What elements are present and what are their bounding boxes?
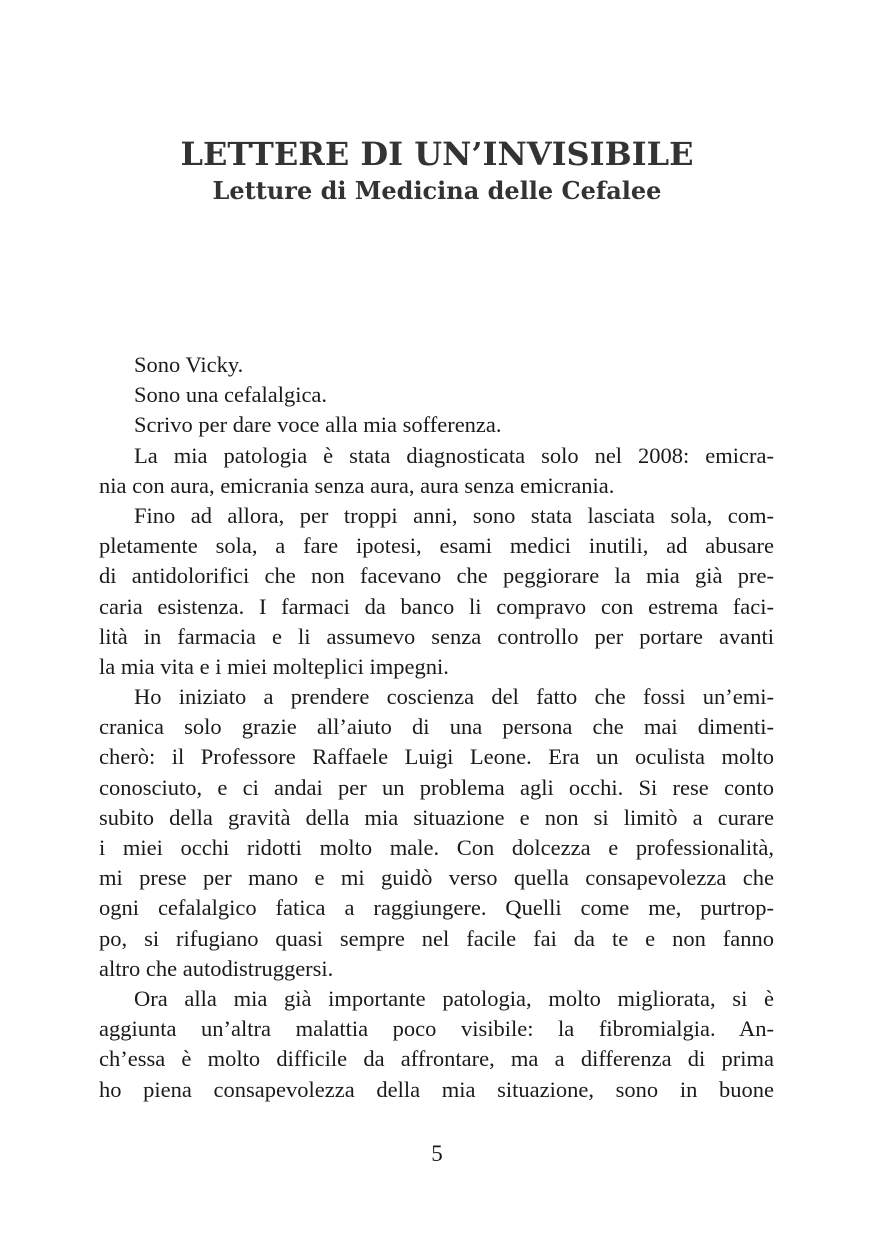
paragraph — [99, 441, 774, 501]
paragraph — [99, 682, 774, 984]
text-line: i miei occhi ridotti molto male. Con dolcezza e professionalità, — [99, 835, 774, 860]
text-line: subito della gravità della mia situazione e non si limitò a curare — [99, 804, 774, 830]
paragraph — [99, 350, 774, 380]
paragraph — [99, 984, 774, 1105]
text-line: la mia vita e i miei molteplici impegni. — [99, 653, 449, 679]
text-line: Fino ad allora, per troppi anni, sono stata lasciata sola, com- — [134, 502, 774, 528]
book-subtitle: Letture di Medicina delle Cefalee — [212, 176, 662, 205]
page-number: 5 — [431, 1141, 443, 1166]
paragraph — [99, 501, 774, 682]
text-line: mi prese per mano e mi guidò verso quella consapevolezza che — [99, 865, 774, 891]
text-line: Sono una cefalalgica. — [134, 382, 328, 408]
paragraph — [99, 380, 774, 410]
text-line: cranica solo grazie all’aiuto di una persona che mai dimenti- — [99, 714, 774, 740]
text-line: Sono Vicky. — [134, 352, 244, 377]
text-line: di antidolorifici che non facevano che peggiorare la mia già pre- — [99, 563, 774, 589]
text-line: nia con aura, emicrania senza aura, aura senza emicrania. — [99, 472, 615, 498]
text-line: ch’essa è molto difficile da affrontare, ma a differenza di prima — [99, 1046, 774, 1072]
title-block — [0, 133, 874, 207]
text-line: caria esistenza. I farmaci da banco li compravo con estrema faci- — [99, 593, 774, 619]
text-line: ho piena consapevolezza della mia situazione, sono in buone — [99, 1076, 774, 1102]
text-line: altro che autodistruggersi. — [99, 955, 334, 981]
book-title: LETTERE DI UN’INVISIBILE — [180, 135, 694, 173]
text-line: Scrivo per dare voce alla mia sofferenza. — [134, 412, 502, 438]
text-line: La mia patologia è stata diagnosticata solo nel 2008: emicra- — [134, 442, 774, 468]
text-line: conosciuto, e ci andai per un problema agli occhi. Si rese conto — [99, 774, 774, 800]
text-line: Ora alla mia già importante patologia, molto migliorata, si è — [134, 985, 774, 1011]
text-line: Ho iniziato a prendere coscienza del fatto che fossi un’emi- — [134, 684, 774, 710]
paragraph — [99, 410, 774, 440]
text-line: pletamente sola, a fare ipotesi, esami medici inutili, ad abusare — [99, 533, 774, 559]
text-line: po, si rifugiano quasi sempre nel facile fai da te e non fanno — [99, 925, 774, 951]
text-line: cherò: il Professore Raffaele Luigi Leone. Era un oculista molto — [99, 744, 774, 770]
body-text — [99, 350, 774, 1105]
text-line: lità in farmacia e li assumevo senza controllo per portare avanti — [99, 623, 774, 649]
text-line: aggiunta un’altra malattia poco visibile: la fibromialgia. An- — [99, 1016, 774, 1042]
text-line: ogni cefalalgico fatica a raggiungere. Quelli come me, purtrop- — [99, 895, 774, 921]
